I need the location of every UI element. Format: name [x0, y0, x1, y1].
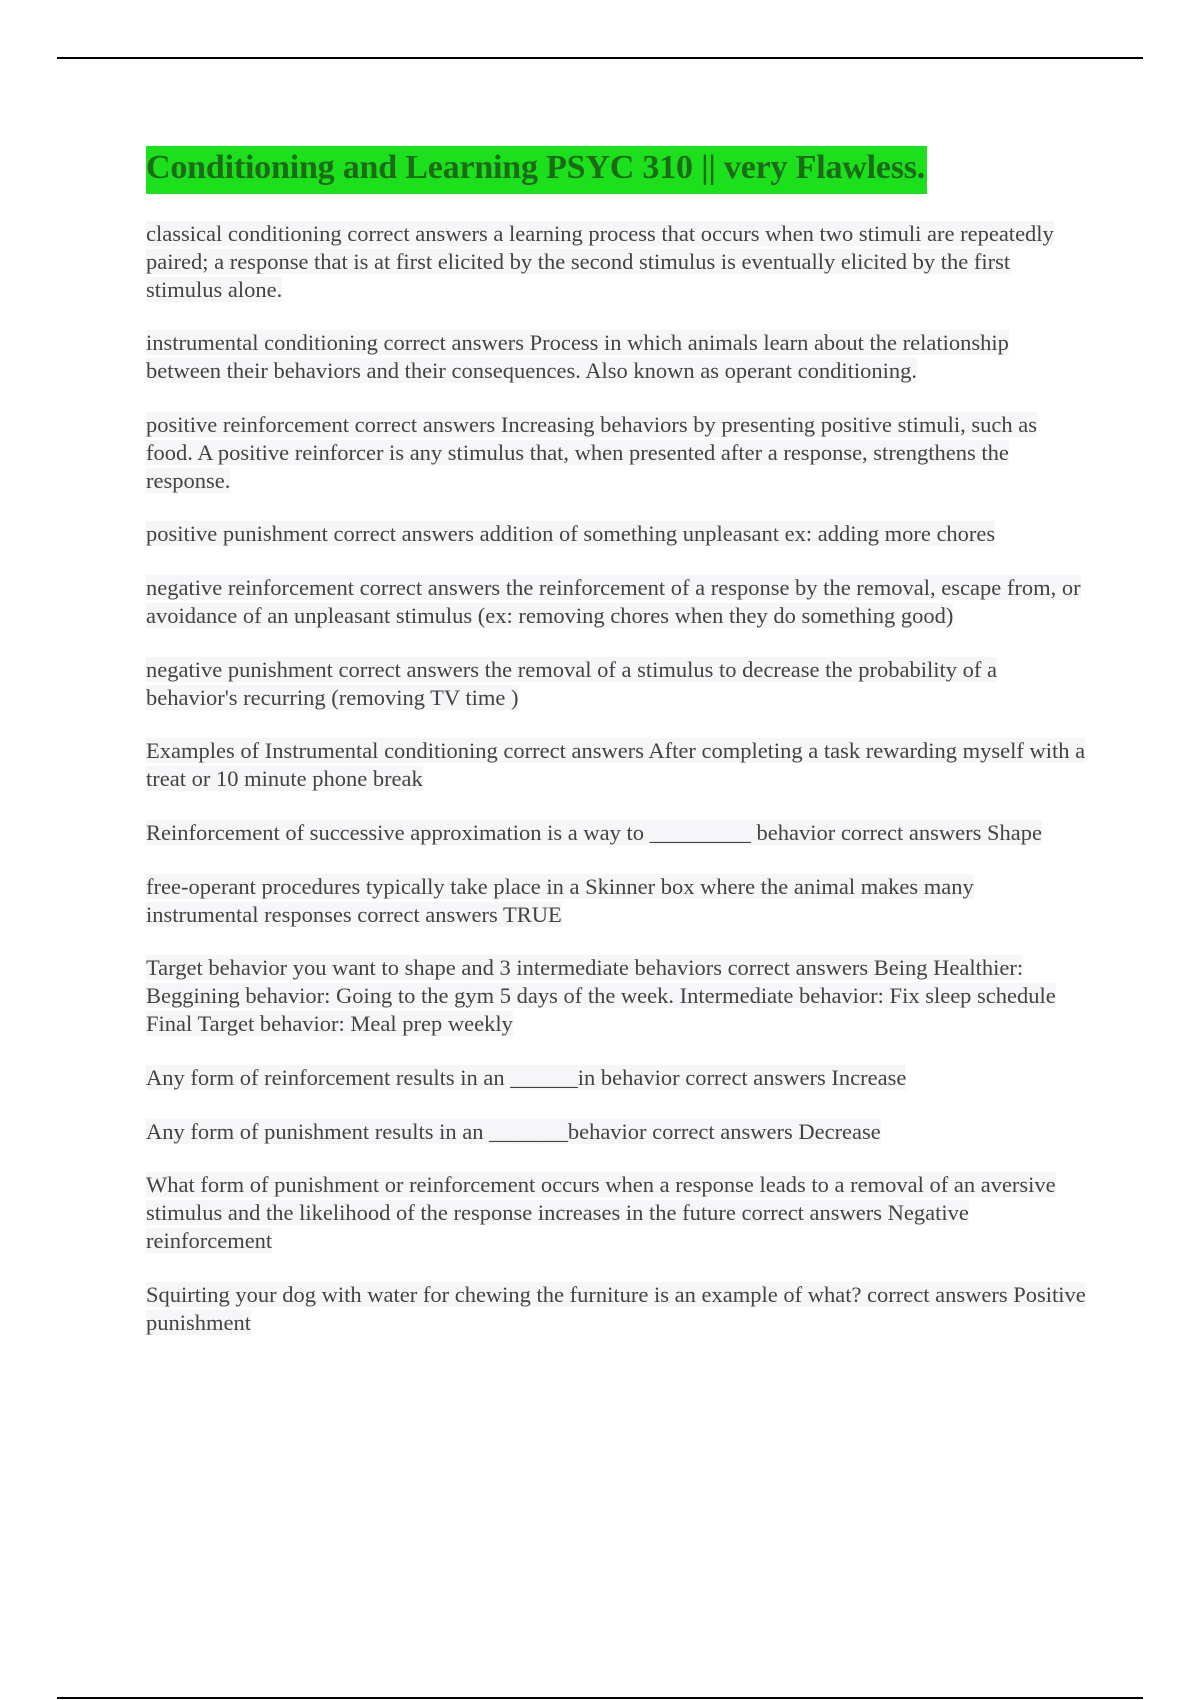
document-title: [146, 146, 1086, 220]
entry-free-operant: free-operant procedures typically take place in a Skinner box where the animal makes many instrumental responses correct answers TRUE: [146, 873, 974, 927]
entry-negative-reinforcement: negative reinforcement correct answers the reinforcement of a response by the removal, escape from, or avoidance of an unpleasant stimulus (ex: removing chores when they do something good): [146, 575, 1081, 628]
top-rule: [57, 57, 1143, 59]
entry-positive-reinforcement: positive reinforcement correct answers Increasing behaviors by presenting positive stimuli, such as food. A positive reinforcer is any stimulus that, when presented after a response, strengthens the response.: [146, 411, 1037, 493]
entry-negative-punishment: negative punishment correct answers the removal of a stimulus to decrease the probability of a behavior's recurring (removing TV time ): [146, 656, 997, 710]
entry-classical-conditioning: classical conditioning correct answers a learning process that occurs when two stimuli are repeatedly paired; a response that is at first elicited by the second stimulus is eventually elicited by the first stimulus alone.: [146, 221, 1054, 302]
entry-dog-squirting: Squirting your dog with water for chewing the furniture is an example of what? correct answers Positive punishment: [146, 1281, 1086, 1335]
entry-reinforcement-result: Any form of reinforcement results in an ______in behavior correct answers Increase: [146, 1064, 907, 1090]
entry-successive-approximation: Reinforcement of successive approximation is a way to _________ behavior correct answers Shape: [146, 819, 1042, 845]
entry-list: [146, 220, 1086, 1336]
entry-aversive-removal: What form of punishment or reinforcement occurs when a response leads to a removal of an aversive stimulus and the likelihood of the response increases in the future correct answers Negative reinforcement: [146, 1172, 1056, 1253]
document-title-highlight: Conditioning and Learning PSYC 310 || very Flawless.: [146, 146, 927, 194]
entry-instrumental-examples: Examples of Instrumental conditioning correct answers After completing a task rewarding myself with a treat or 10 minute phone break: [146, 738, 1086, 792]
entry-target-behavior: Target behavior you want to shape and 3 intermediate behaviors correct answers Being Healthier: Beggining behavior: Going to the gym 5 days of the week. Intermediate behavior: Fix sleep schedule Final Target behavior: Meal prep weekly: [146, 955, 1056, 1036]
entry-punishment-result: Any form of punishment results in an _______behavior correct answers Decrease: [146, 1118, 881, 1144]
document-body: [146, 146, 1086, 1362]
entry-instrumental-conditioning: instrumental conditioning correct answers Process in which animals learn about the relationship between their behaviors and their consequences. Also known as operant conditioning.: [146, 330, 1009, 384]
entry-positive-punishment: positive punishment correct answers addition of something unpleasant ex: adding more chores: [146, 521, 996, 547]
bottom-rule: [57, 1697, 1143, 1699]
